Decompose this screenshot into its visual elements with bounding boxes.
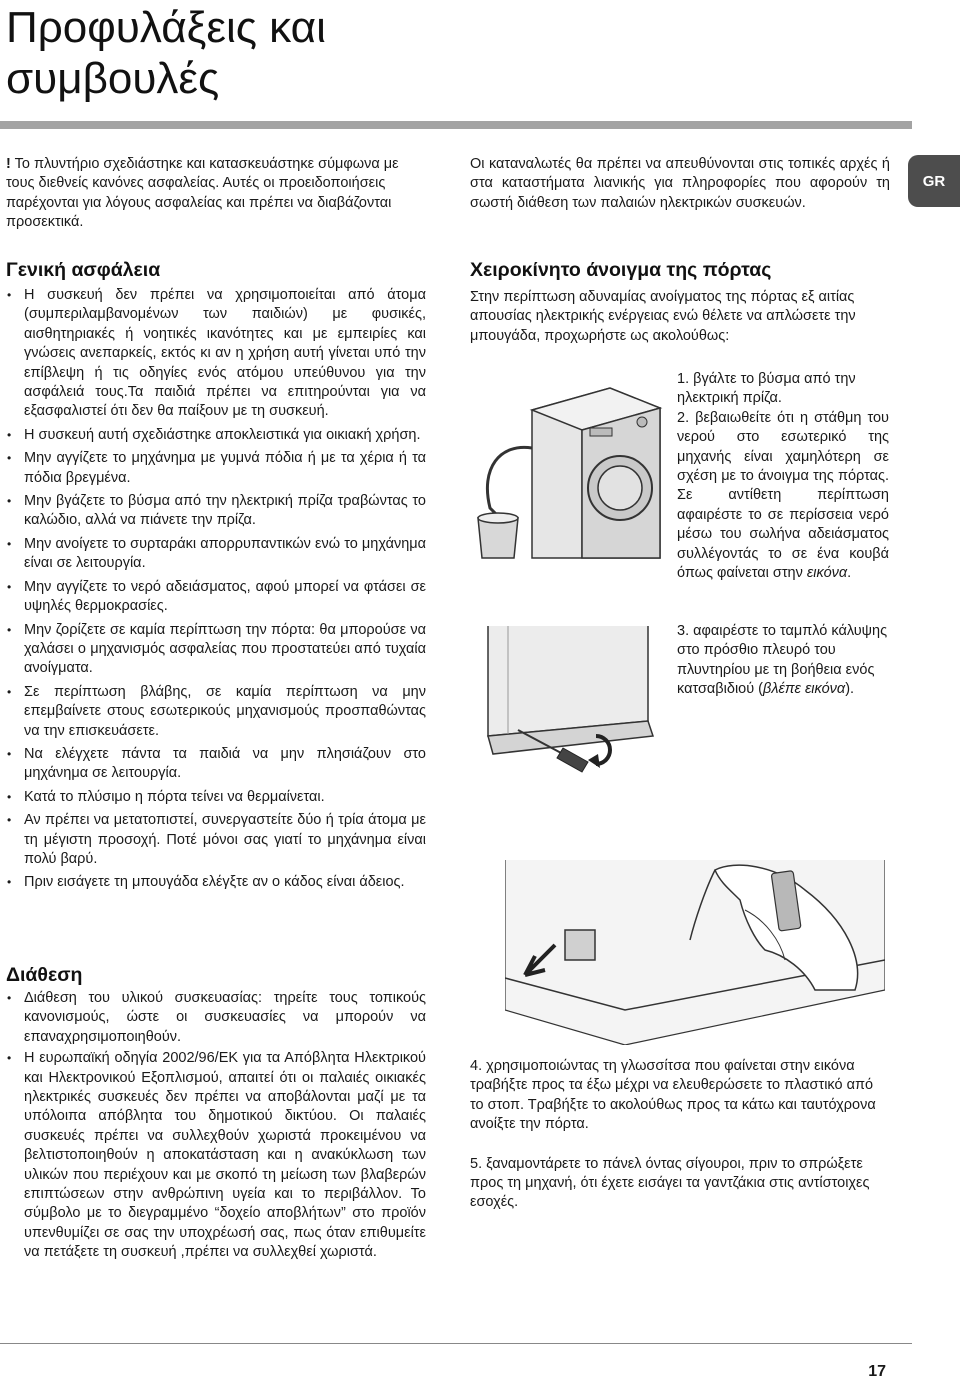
disposal-section <box>6 963 426 1263</box>
step-2-figure-ref: εικόνα <box>806 565 848 582</box>
step-3-figure-ref: βλέπε εικόνα <box>763 681 846 698</box>
general-safety-heading: Γενική ασφάλεια <box>6 259 161 281</box>
title-divider <box>0 121 912 129</box>
step-1: 1. βγάλτε το βύσμα από την ηλεκτρική πρίζα. <box>677 371 856 407</box>
language-tab <box>908 155 960 207</box>
screwdriver-panel-illustration <box>478 626 668 776</box>
manual-door-section <box>470 258 890 346</box>
step-4: 4. χρησιμοποιώντας τη γλωσσίτσα που φαίνεται στην εικόνα τραβήξτε προς τα έξω μέχρι να ελευθερώσετε το πλαστικό από το στοπ. Τραβήξτε το ακολούθως προς τα κάτω και ταυτόχρονα ανοίξτε την πόρτα. <box>470 1058 876 1133</box>
step-2-end: . <box>847 565 852 582</box>
disposal-list <box>6 989 426 1263</box>
manual-door-intro: Στην περίπτωση αδυναμίας ανοίγματος της πόρτας εξ αιτίας απουσίας ηλεκτρικής ενέργειας ενώ θέλετε να απλώσετε την μπουγάδα, προχωρήστε ως ακολούθως: <box>470 289 856 344</box>
list-item: • Μην ανοίγετε το συρταράκι απορρυπαντικών ενώ το μηχάνημα είναι σε λειτουργία. <box>6 535 426 574</box>
general-safety-list <box>6 286 426 893</box>
disposal-continued <box>470 155 890 213</box>
warning-paragraph <box>6 155 426 233</box>
list-item: • Σε περίπτωση βλάβης, σε καμία περίπτωση να μην επεμβαίνετε στους εσωτερικούς μηχανισμούς προσπαθώντας να την επισκευάσετε. <box>6 683 426 741</box>
list-item: • Πριν εισάγετε τη μπουγάδα ελέγξτε αν ο κάδος είναι άδειος. <box>6 873 426 892</box>
language-tab-label: GR <box>922 172 946 190</box>
safety-warning <box>6 155 426 233</box>
page-title: Προφυλάξεις και συμβουλές <box>6 3 326 103</box>
list-item: • Να ελέγχετε πάντα τα παιδιά να μην πλησιάζουν στο μηχάνημα σε λειτουργία. <box>6 745 426 784</box>
steps-1-2 <box>677 370 889 583</box>
list-item: • Αν πρέπει να μετατοπιστεί, συνεργαστείτε δύο ή τρία άτομα με τη μέγιστη προσοχή. Ποτέ μόνοι σας γιατί το μηχάνημα είναι πολύ βαρύ. <box>6 811 426 869</box>
hand-pull-tab-illustration <box>505 860 885 1045</box>
warning-icon: ! <box>6 156 11 172</box>
page-number: 17 <box>868 1363 886 1380</box>
list-item: • Η συσκευή αυτή σχεδιάστηκε αποκλειστικά για οικιακή χρήση. <box>6 426 426 445</box>
list-item: • Η συσκευή δεν πρέπει να χρησιμοποιείται από άτομα (συμπεριλαμβανομένων των παιδιών) με φυσικές, αισθητηριακές ή νοητικές ικανότητες και με εμπειρίες και γνώσεις ανεπαρκείς, εκτός κι αν η χρήση αυτή γίνεται υπό την επίβλεψη ή τις οδηγίες ενός ατόμου υπεύθυνου για την ασφάλειά τους.Τα παιδιά πρέπει να επιτηρούνται για να εξασφαλιστεί ότι δεν θα παίξουν με τη συσκευή. <box>6 286 426 422</box>
disposal-continued-text: Οι καταναλωτές θα πρέπει να απευθύνονται στις τοπικές αρχές ή στα καταστήματα λιανικής για πληροφορίες που αφορούν τη σωστή διάθεση των παλαιών ηλεκτρικών συσκευών. <box>470 156 890 211</box>
step-3-text: 3. αφαιρέστε το ταμπλό κάλυψης στο πρόσθιο πλευρό του πλυντηρίου με τη βοήθεια ενός κατσαβιδιού ( <box>677 623 888 698</box>
general-safety-section <box>6 258 426 893</box>
list-item: • Η ευρωπαϊκή οδηγία 2002/96/ΕΚ για τα Απόβλητα Ηλεκτρικού και Ηλεκτρονικού Εξοπλισμού, απαιτεί ότι οι παλαιές οικιακές ηλεκτρικές συσκευές δεν πρέπει να αποβάλονται μαζί με τα υπόλοιπα απόβλητα του δημοτικού δικτύου. Οι παλαιές συσκευές πρέπει να συλλεχθούν χωριστά προκειμένου να βελτιστοποιηθούν η αποκατάσταση και η ανακύκλωση των υλικών που περιέχουν και με σκοπό τη μείωση των βλαβερών επιπτώσεων στην ανθρώπινη υγεία και το περιβάλλον. Το σύμβολο με το διεγραμμένο “δοχείο αποβλήτων” στο προϊόν υπενθυμίζει σε σας την υποχρέωσή σας, πως όταν επιθυμείτε να πετάξετε τη συσκευή ,πρέπει να συλλεχθεί χωριστά. <box>6 1049 426 1262</box>
list-item: • Μην αγγίζετε το μηχάνημα με γυμνά πόδια ή με τα χέρια ή τα πόδια βρεγμένα. <box>6 449 426 488</box>
list-item: • Κατά το πλύσιμο η πόρτα τείνει να θερμαίνεται. <box>6 788 426 807</box>
step-5: 5. ξαναμοντάρετε το πάνελ όντας σίγουροι, πριν το σπρώξετε προς τη μηχανή, ότι έχετε εισάγει τα γαντζάκια στις αντίστοιχες εσοχές. <box>470 1155 870 1211</box>
list-item: • Μην αγγίζετε το νερό αδειάσματος, αφού μπορεί να φτάσει σε υψηλές θερμοκρασίες. <box>6 578 426 617</box>
step-3-end: ). <box>845 681 855 698</box>
step-3-block <box>677 622 889 700</box>
step-2 <box>677 409 889 584</box>
list-item: • Μην βγάζετε το βύσμα από την ηλεκτρική πρίζα τραβώντας το καλώδιο, αλλά να πιάνετε την πρίζα. <box>6 492 426 531</box>
list-item: • Διάθεση του υλικού συσκευασίας: τηρείτε τους τοπικούς κανονισμούς, ώστε οι συσκευασίες να μπορούν να επαναχρησιμοποιηθούν. <box>6 989 426 1047</box>
step-3 <box>677 622 889 700</box>
steps-4-5 <box>470 1057 890 1213</box>
list-item: • Μην ζορίζετε σε καμία περίπτωση την πόρτα: θα μπορούσε να χαλάσει ο μηχανισμός ασφαλείας που προστατεύει από τυχαία ανοίγματα. <box>6 621 426 679</box>
step-2-text: 2. βεβαιωθείτε ότι η στάθμη του νερού στο εσωτερικό της μηχανής είναι χαμηλότερη σε σχέση με το άνοιγμα της πόρτας. Σε αντίθετη περίπτωση αφαιρέστε το σε περίσσεια νερό μέσω του σωλήνα αδειάσματος συλλέγοντάς το σε ένα κουβά όπως φαίνεται στην <box>677 409 889 582</box>
manual-door-heading: Χειροκίνητο άνοιγμα της πόρτας <box>470 259 772 281</box>
footer-divider <box>0 1343 912 1344</box>
washing-machine-drain-illustration <box>470 368 670 568</box>
warning-text: Το πλυντήριο σχεδιάστηκε και κατασκευάστηκε σύμφωνα με τους διεθνείς κανόνες ασφαλείας. Αυτές οι προειδοποιήσεις παρέχονται για λόγους ασφαλείας και πρέπει να διαβάζονται προσεκτικά. <box>6 156 399 231</box>
disposal-heading: Διάθεση <box>6 964 83 986</box>
